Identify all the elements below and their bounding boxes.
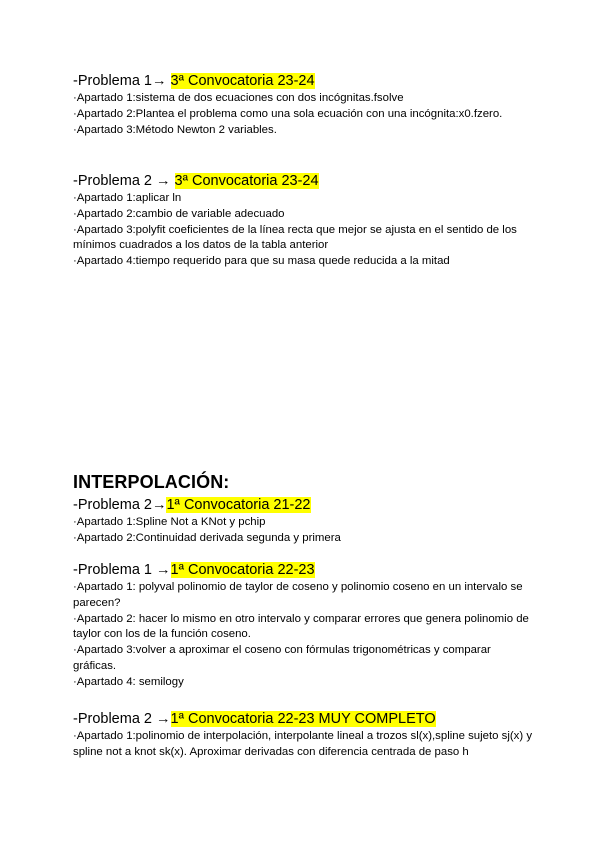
apartado-item: ·Apartado 2:Plantea el problema como una sola ecuación con una incógnita:x0.fzero. [73, 107, 503, 120]
apartado-item: ·Apartado 3:polyfit coeficientes de la línea recta que mejor se ajusta en el sentido de los mínimos cuadrados a los datos de la tabla anterior [73, 223, 517, 252]
problem-heading [73, 561, 533, 579]
apartado-item: ·Apartado 2:Continuidad derivada segunda y primera [73, 531, 341, 544]
apartado-item: ·Apartado 4: semilogy [73, 675, 184, 688]
problem-heading [73, 72, 533, 90]
problem-heading [73, 496, 533, 514]
apartado-item: ·Apartado 1:sistema de dos ecuaciones con dos incógnitas.fsolve [73, 92, 404, 104]
apartado-item: ·Apartado 1: polyval polinomio de taylor de coseno y polinomio coseno en un intervalo se parecen? [73, 581, 523, 609]
apartado-item: ·Apartado 4:tiempo requerido para que su masa quede reducida a la mitad [73, 255, 450, 268]
convocatoria-highlight: 1ª Convocatoria 22-23 [170, 562, 315, 578]
problem-block [73, 496, 533, 547]
problem-prefix: -Problema 1→ [73, 73, 171, 89]
apartado-item: ·Apartado 1:polinomio de interpolación, interpolante lineal a trozos sl(x),spline sujeto sj(x) y spline not a knot sk(x). Aproximar derivadas con diferencia centrada de paso h [73, 730, 533, 758]
problem-heading [73, 710, 533, 728]
convocatoria-highlight: 1ª Convocatoria 22-23 MUY COMPLETO [170, 711, 436, 727]
apartado-item: ·Apartado 2:cambio de variable adecuado [73, 207, 285, 220]
problem-block [73, 172, 533, 270]
section-title: INTERPOLACIÓN: [73, 472, 230, 492]
convocatoria-highlight: 3ª Convocatoria 23-24 [170, 73, 315, 89]
problem-block [73, 710, 533, 761]
problem-block [73, 72, 533, 138]
convocatoria-highlight: 3ª Convocatoria 23-24 [174, 173, 319, 189]
problem-heading [73, 172, 533, 190]
problem-prefix: -Problema 1 → [73, 562, 171, 578]
problem-prefix: -Problema 2→ [73, 497, 167, 513]
problem-block [73, 561, 533, 691]
apartado-item: ·Apartado 3:volver a aproximar el coseno con fórmulas trigonométricas y comparar gráficas. [73, 644, 491, 672]
problem-prefix: -Problema 2 → [73, 173, 175, 189]
apartado-item: ·Apartado 2: hacer lo mismo en otro intervalo y comparar errores que genera polinomio de taylor con los de la función coseno. [73, 612, 529, 641]
problem-prefix: -Problema 2 → [73, 711, 171, 727]
apartado-item: ·Apartado 3:Método Newton 2 variables. [73, 123, 277, 136]
apartado-item: ·Apartado 1:Spline Not a KNot y pchip [73, 516, 266, 528]
convocatoria-highlight: 1ª Convocatoria 21-22 [166, 497, 311, 513]
apartado-item: ·Apartado 1:aplicar ln [73, 192, 182, 204]
